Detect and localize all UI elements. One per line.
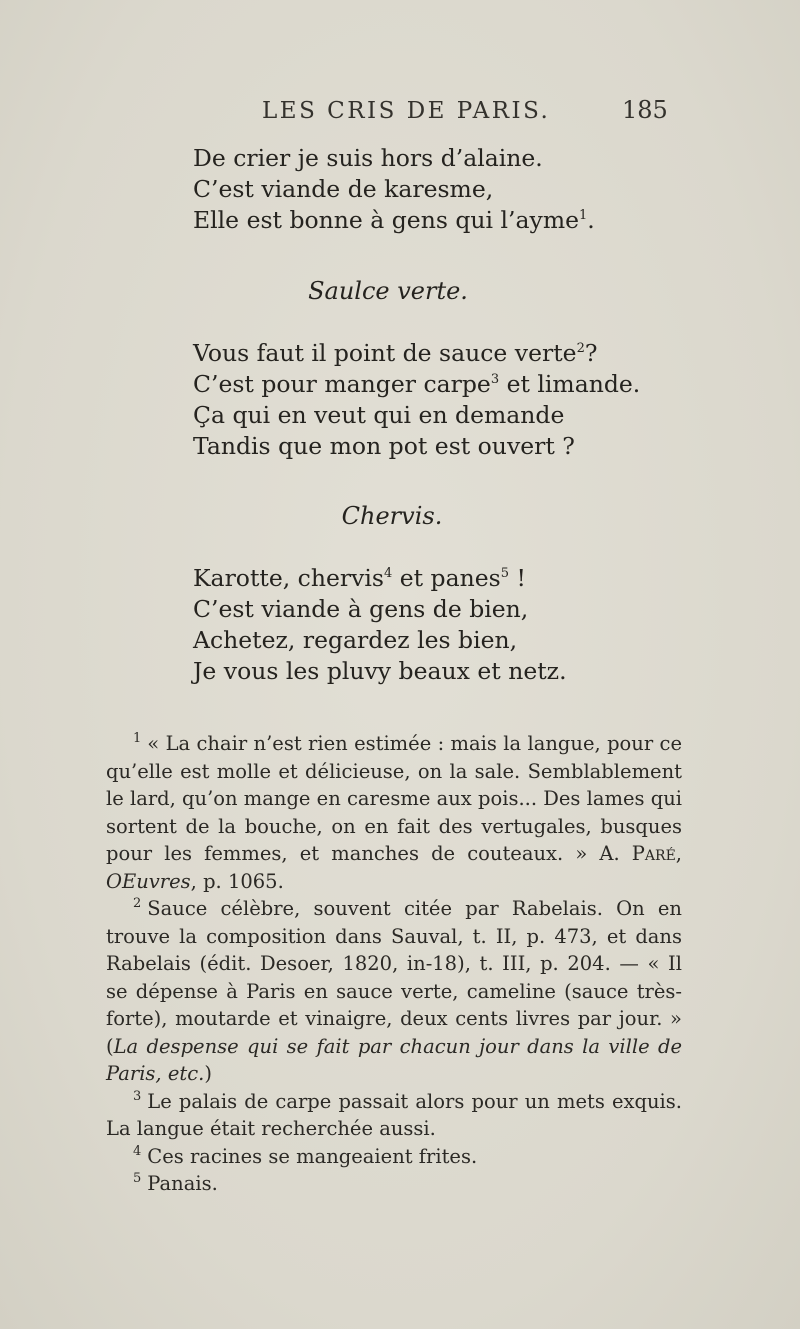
verse-text: C’est pour manger carpe [193, 370, 491, 398]
footnote-5 [106, 1170, 682, 1198]
footnote-4 [106, 1143, 682, 1171]
verse-line: De crier je suis hors d’alaine. [193, 144, 543, 172]
footnote-ref[interactable]: 5 [500, 566, 509, 581]
verse-line: Tandis que mon pot est ouvert ? [193, 432, 575, 460]
verse-text: Karotte, chervis [193, 564, 384, 592]
footnote-2 [106, 895, 682, 1088]
footnote-ref[interactable]: 4 [383, 566, 393, 581]
verse-line: C’est viande de karesme, [193, 175, 494, 203]
footnote-text: Le palais de carpe passait alors pour un mets exquis. La langue était recherchée aussi. [106, 1089, 682, 1140]
verse-punct: . [587, 206, 595, 234]
verse-line: Achetez, regardez les bien, [193, 626, 518, 654]
footnote-number: 5 [133, 1171, 142, 1186]
footnote-tail: ) [204, 1062, 212, 1085]
verse-line: Ça qui en veut qui en demande [193, 401, 565, 429]
footnote-1 [106, 730, 682, 895]
footnote-number: 2 [133, 896, 142, 911]
footnote-author: Paré [631, 842, 676, 865]
verse-punct: ! [509, 564, 526, 592]
verse-text: et limande. [499, 370, 641, 398]
verse-line [193, 205, 595, 236]
verse-line: C’est viande à gens de bien, [193, 595, 529, 623]
footnote-ref[interactable]: 3 [490, 372, 500, 387]
footnote-text: « La chair n’est rien estimée : mais la langue, pour ce qu’elle est molle et délicieuse, on la sale. Semblablement le lard, qu’on mange en caresme aux pois... Des lames qui sortent de la bouche, on en fait des vertugales, busques pour les femmes, et manches de couteaux. » A. [106, 732, 683, 865]
section-title-chervis: Chervis. [341, 502, 443, 530]
running-head: LES CRIS DE PARIS. [262, 98, 551, 124]
footnote-number: 3 [133, 1088, 142, 1104]
verse-line [193, 563, 567, 594]
stanza-3 [193, 563, 567, 687]
footnote-work-title: OEuvres [106, 869, 191, 893]
stanza-1 [193, 143, 595, 236]
verse-line: Je vous les pluvy beaux et netz. [193, 657, 567, 685]
footnote-tail: , p. 1065. [190, 869, 284, 893]
verse-text: Vous faut il point de sauce verte [193, 339, 577, 367]
footnote-ref[interactable]: 2 [576, 341, 585, 356]
footnote-number: 1 [133, 731, 142, 746]
section-title-saulce-verte: Saulce verte. [308, 277, 468, 305]
verse-text: Elle est bonne à gens qui l’ayme [193, 206, 580, 234]
verse-line [193, 338, 640, 369]
footnote-ref[interactable]: 1 [579, 208, 588, 223]
footnotes [106, 730, 682, 1198]
page-number: 185 [622, 96, 668, 124]
footnote-3 [106, 1088, 682, 1143]
footnote-text: Sauce célèbre, souvent citée par Rabelais. On en trouve la composition dans Sauval, t. II, p. 473, et dans Rabelais (édit. Desoer, 1820, in-18), t. III, p. 204. — « Il se dépense à Paris en sauce verte, cameline (sauce très-forte), moutarde et vinaigre, deux cents livres par jour. » ( [106, 897, 682, 1058]
verse-punct: ? [584, 339, 598, 367]
footnote-sep: , [675, 842, 682, 865]
stanza-2 [193, 338, 640, 462]
verse-line [193, 369, 640, 400]
footnote-italic-citation: La despense qui se fait par chacun jour dans la ville de Paris, etc. [106, 1034, 682, 1085]
verse-text: et panes [392, 564, 501, 592]
footnote-text: Ces racines se mangeaient frites. [147, 1144, 478, 1168]
footnote-number: 4 [133, 1143, 142, 1159]
footnote-text: Panais. [147, 1172, 218, 1195]
